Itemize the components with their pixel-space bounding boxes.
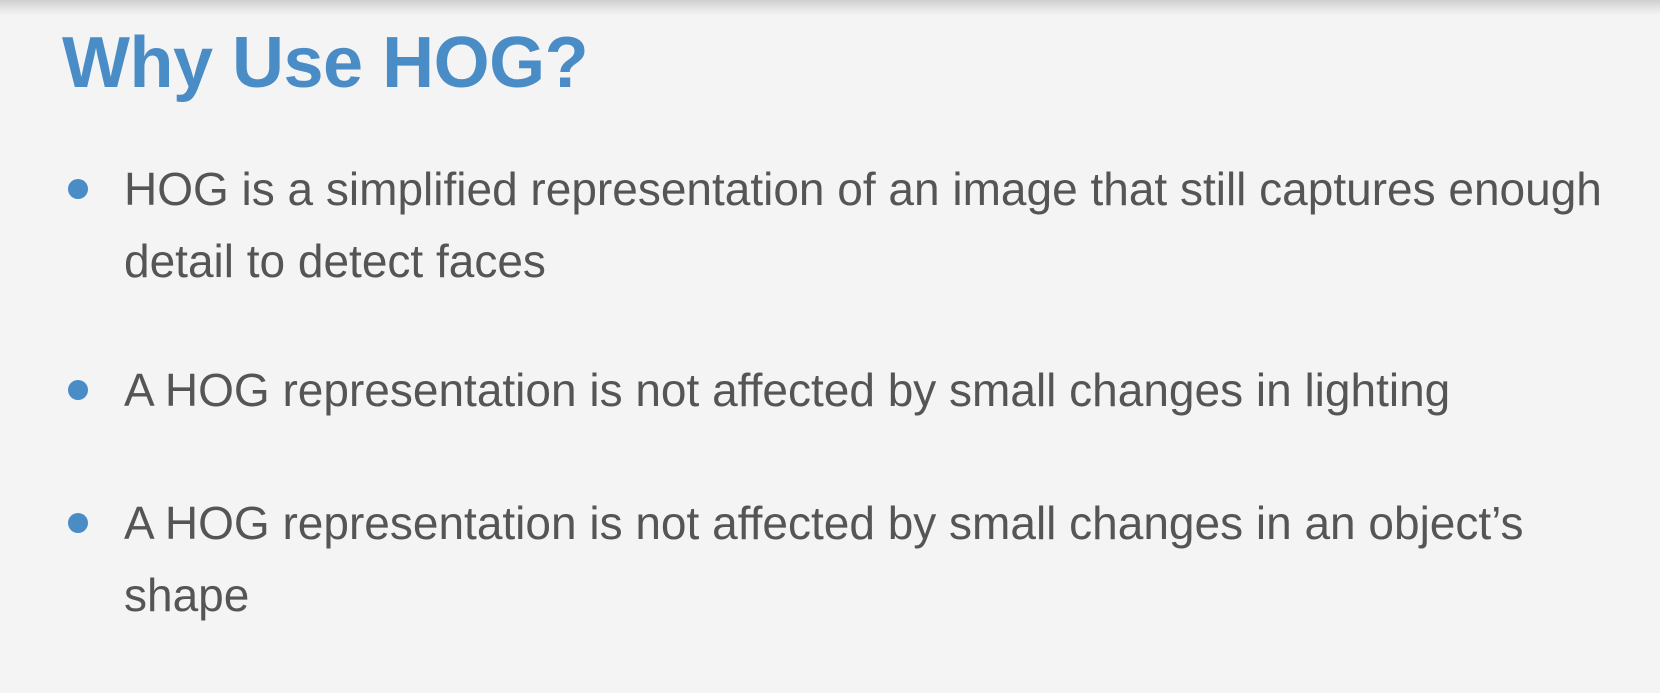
bullet-item <box>68 153 1628 297</box>
slide-title: Why Use HOG? <box>62 23 589 103</box>
slide <box>0 16 1660 693</box>
bullet-dot-icon <box>68 179 88 199</box>
bullet-item <box>68 354 1628 426</box>
bullet-text: A HOG representation is not affected by small changes in lighting <box>124 364 1451 416</box>
top-shadow-bar <box>0 0 1660 16</box>
bullet-text: A HOG representation is not affected by small changes in an object’s shape <box>124 497 1524 621</box>
bullet-dot-icon <box>68 380 88 400</box>
bullet-dot-icon <box>68 513 88 533</box>
bullet-item <box>68 487 1628 631</box>
bullet-text: HOG is a simplified representation of an image that still captures enough detail to detect faces <box>124 163 1602 287</box>
